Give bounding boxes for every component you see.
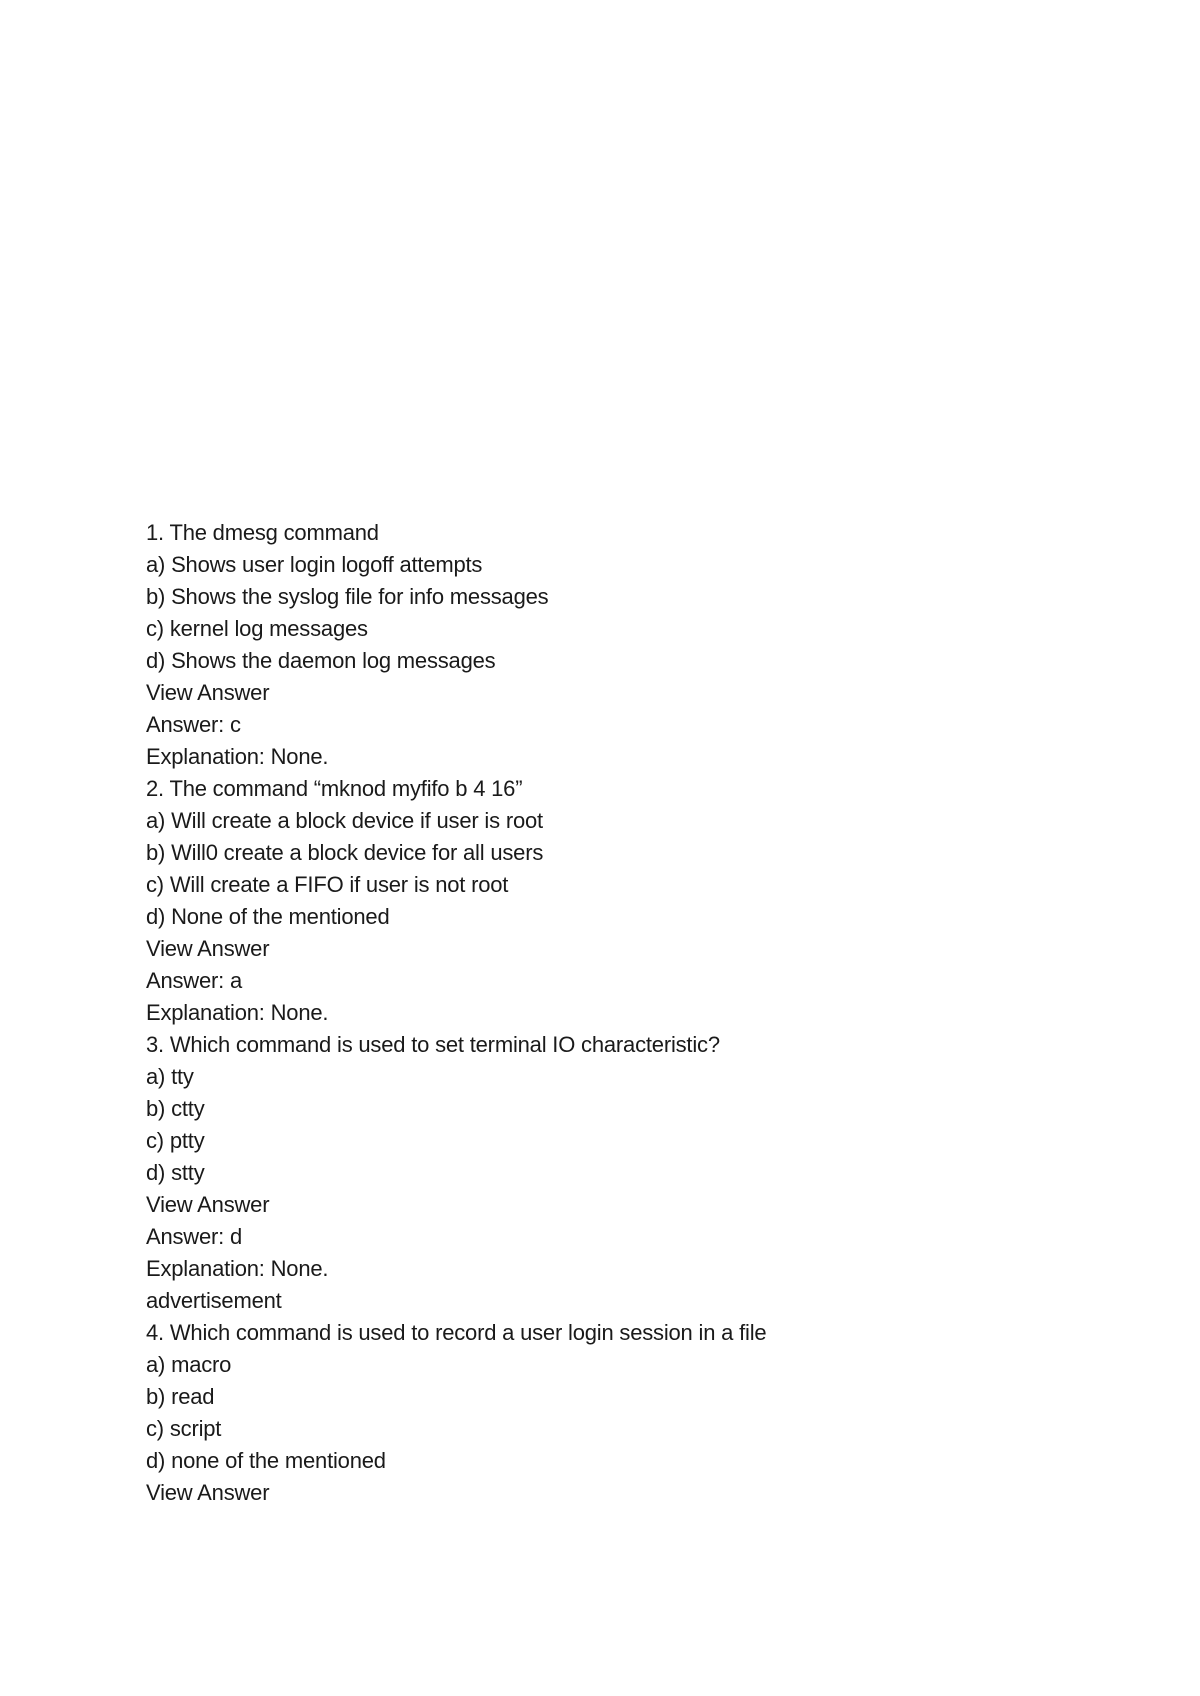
question-2-option-d: d) None of the mentioned [146,904,390,929]
question-3-option-d: d) stty [146,1160,205,1185]
question-2-text: 2. The command “mknod myfifo b 4 16” [146,776,523,801]
question-3-view-answer: View Answer [146,1192,270,1217]
question-4-text: 4. Which command is used to record a user login session in a file [146,1320,767,1345]
question-3-option-a: a) tty [146,1064,194,1089]
question-1-option-b: b) Shows the syslog file for info messages [146,584,549,609]
question-4-view-answer: View Answer [146,1480,270,1505]
question-3-answer: Answer: d [146,1224,243,1249]
question-2-option-b: b) Will0 create a block device for all users [146,840,544,865]
question-2-option-a: a) Will create a block device if user is root [146,808,543,833]
question-3-text: 3. Which command is used to set terminal IO characteristic? [146,1032,720,1057]
question-2-answer: Answer: a [146,968,243,993]
question-3-explanation: Explanation: None. [146,1256,329,1281]
question-2-option-c: c) Will create a FIFO if user is not root [146,872,509,897]
question-4-option-c: c) script [146,1416,222,1441]
question-1-option-a: a) Shows user login logoff attempts [146,552,483,577]
question-1-view-answer: View Answer [146,680,270,705]
question-1-explanation: Explanation: None. [146,744,329,769]
question-2-explanation: Explanation: None. [146,1000,329,1025]
question-1-answer: Answer: c [146,712,241,737]
question-3-option-c: c) ptty [146,1128,205,1153]
question-1-option-c: c) kernel log messages [146,616,368,641]
advertisement-label: advertisement [146,1288,282,1313]
document-body [146,517,1106,1509]
question-3-option-b: b) ctty [146,1096,205,1121]
question-2-view-answer: View Answer [146,936,270,961]
question-1-option-d: d) Shows the daemon log messages [146,648,496,673]
question-4-option-b: b) read [146,1384,215,1409]
question-4-option-d: d) none of the mentioned [146,1448,386,1473]
question-1-text: 1. The dmesg command [146,520,379,545]
question-4-option-a: a) macro [146,1352,232,1377]
